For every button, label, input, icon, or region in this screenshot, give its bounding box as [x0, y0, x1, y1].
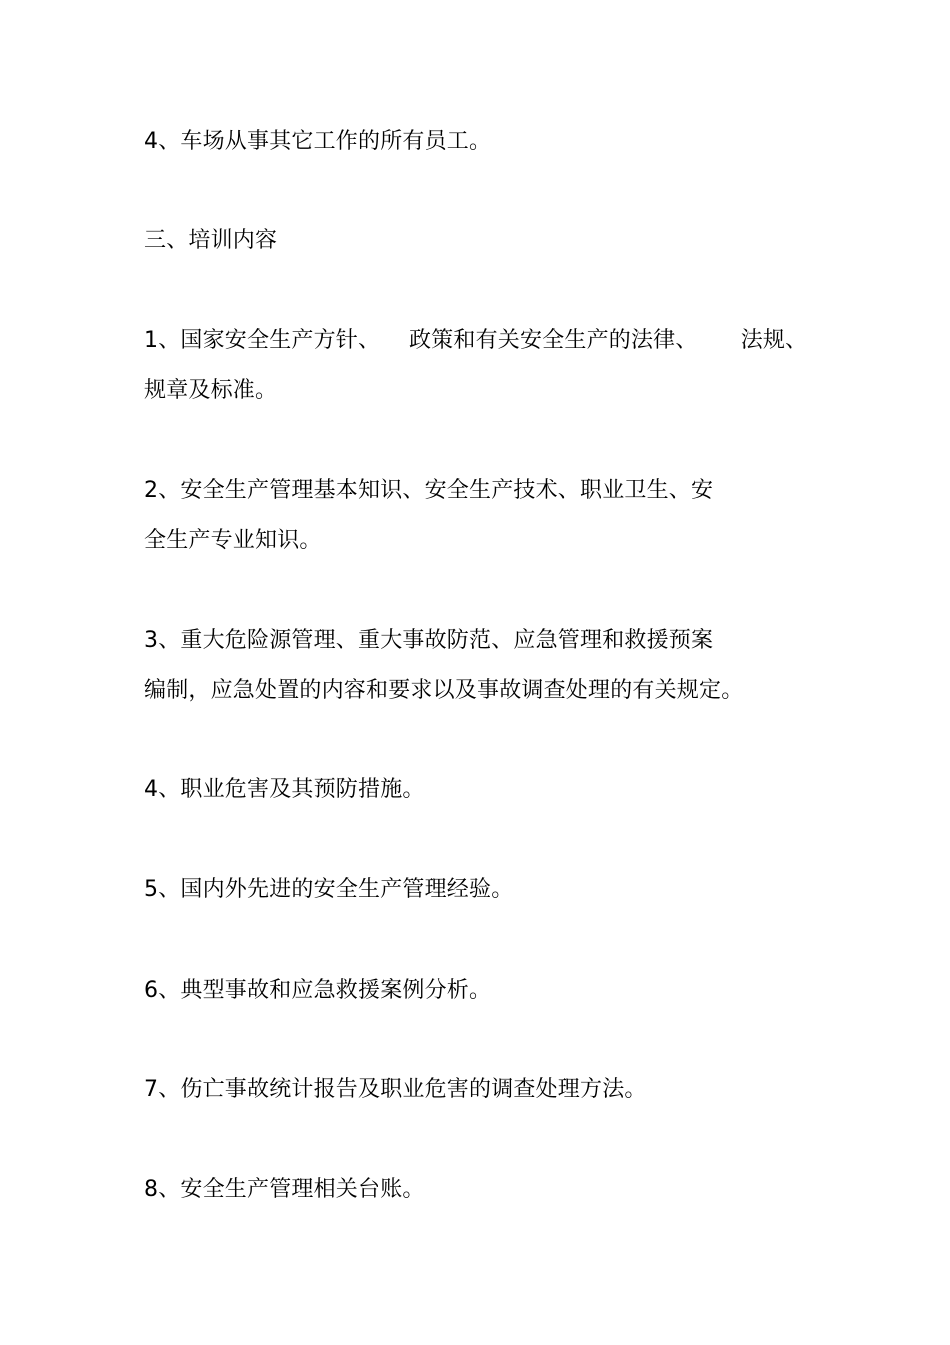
list-item-4-employees: 4、车场从事其它工作的所有员工。: [144, 129, 492, 154]
list-item-7-accident-reporting: 7、伤亡事故统计报告及职业危害的调查处理方法。: [144, 1077, 647, 1102]
list-item-1-line-2: 规章及标准。: [144, 378, 278, 403]
list-item-2-line-2: 全生产专业知识。: [144, 528, 322, 553]
list-item-2-line-1: 2、安全生产管理基本知识、安全生产技术、职业卫生、安: [144, 478, 714, 503]
list-item-8-ledgers: 8、安全生产管理相关台账。: [144, 1177, 425, 1202]
list-item-3-line-2: 编制，应急处置的内容和要求以及事故调查处理的有关规定。: [144, 678, 744, 703]
list-item-3-line-1: 3、重大危险源管理、重大事故防范、应急管理和救援预案: [144, 628, 714, 653]
list-item-6-case-analysis: 6、典型事故和应急救援案例分析。: [144, 978, 492, 1003]
list-item-5-experience: 5、国内外先进的安全生产管理经验。: [144, 877, 514, 902]
list-item-1-line-1: 1、国家安全生产方针、 政策和有关安全生产的法律、 法规、: [144, 328, 808, 353]
list-item-4-occupational-hazards: 4、职业危害及其预防措施。: [144, 777, 425, 802]
section-heading-training-content: 三、培训内容: [144, 228, 278, 253]
